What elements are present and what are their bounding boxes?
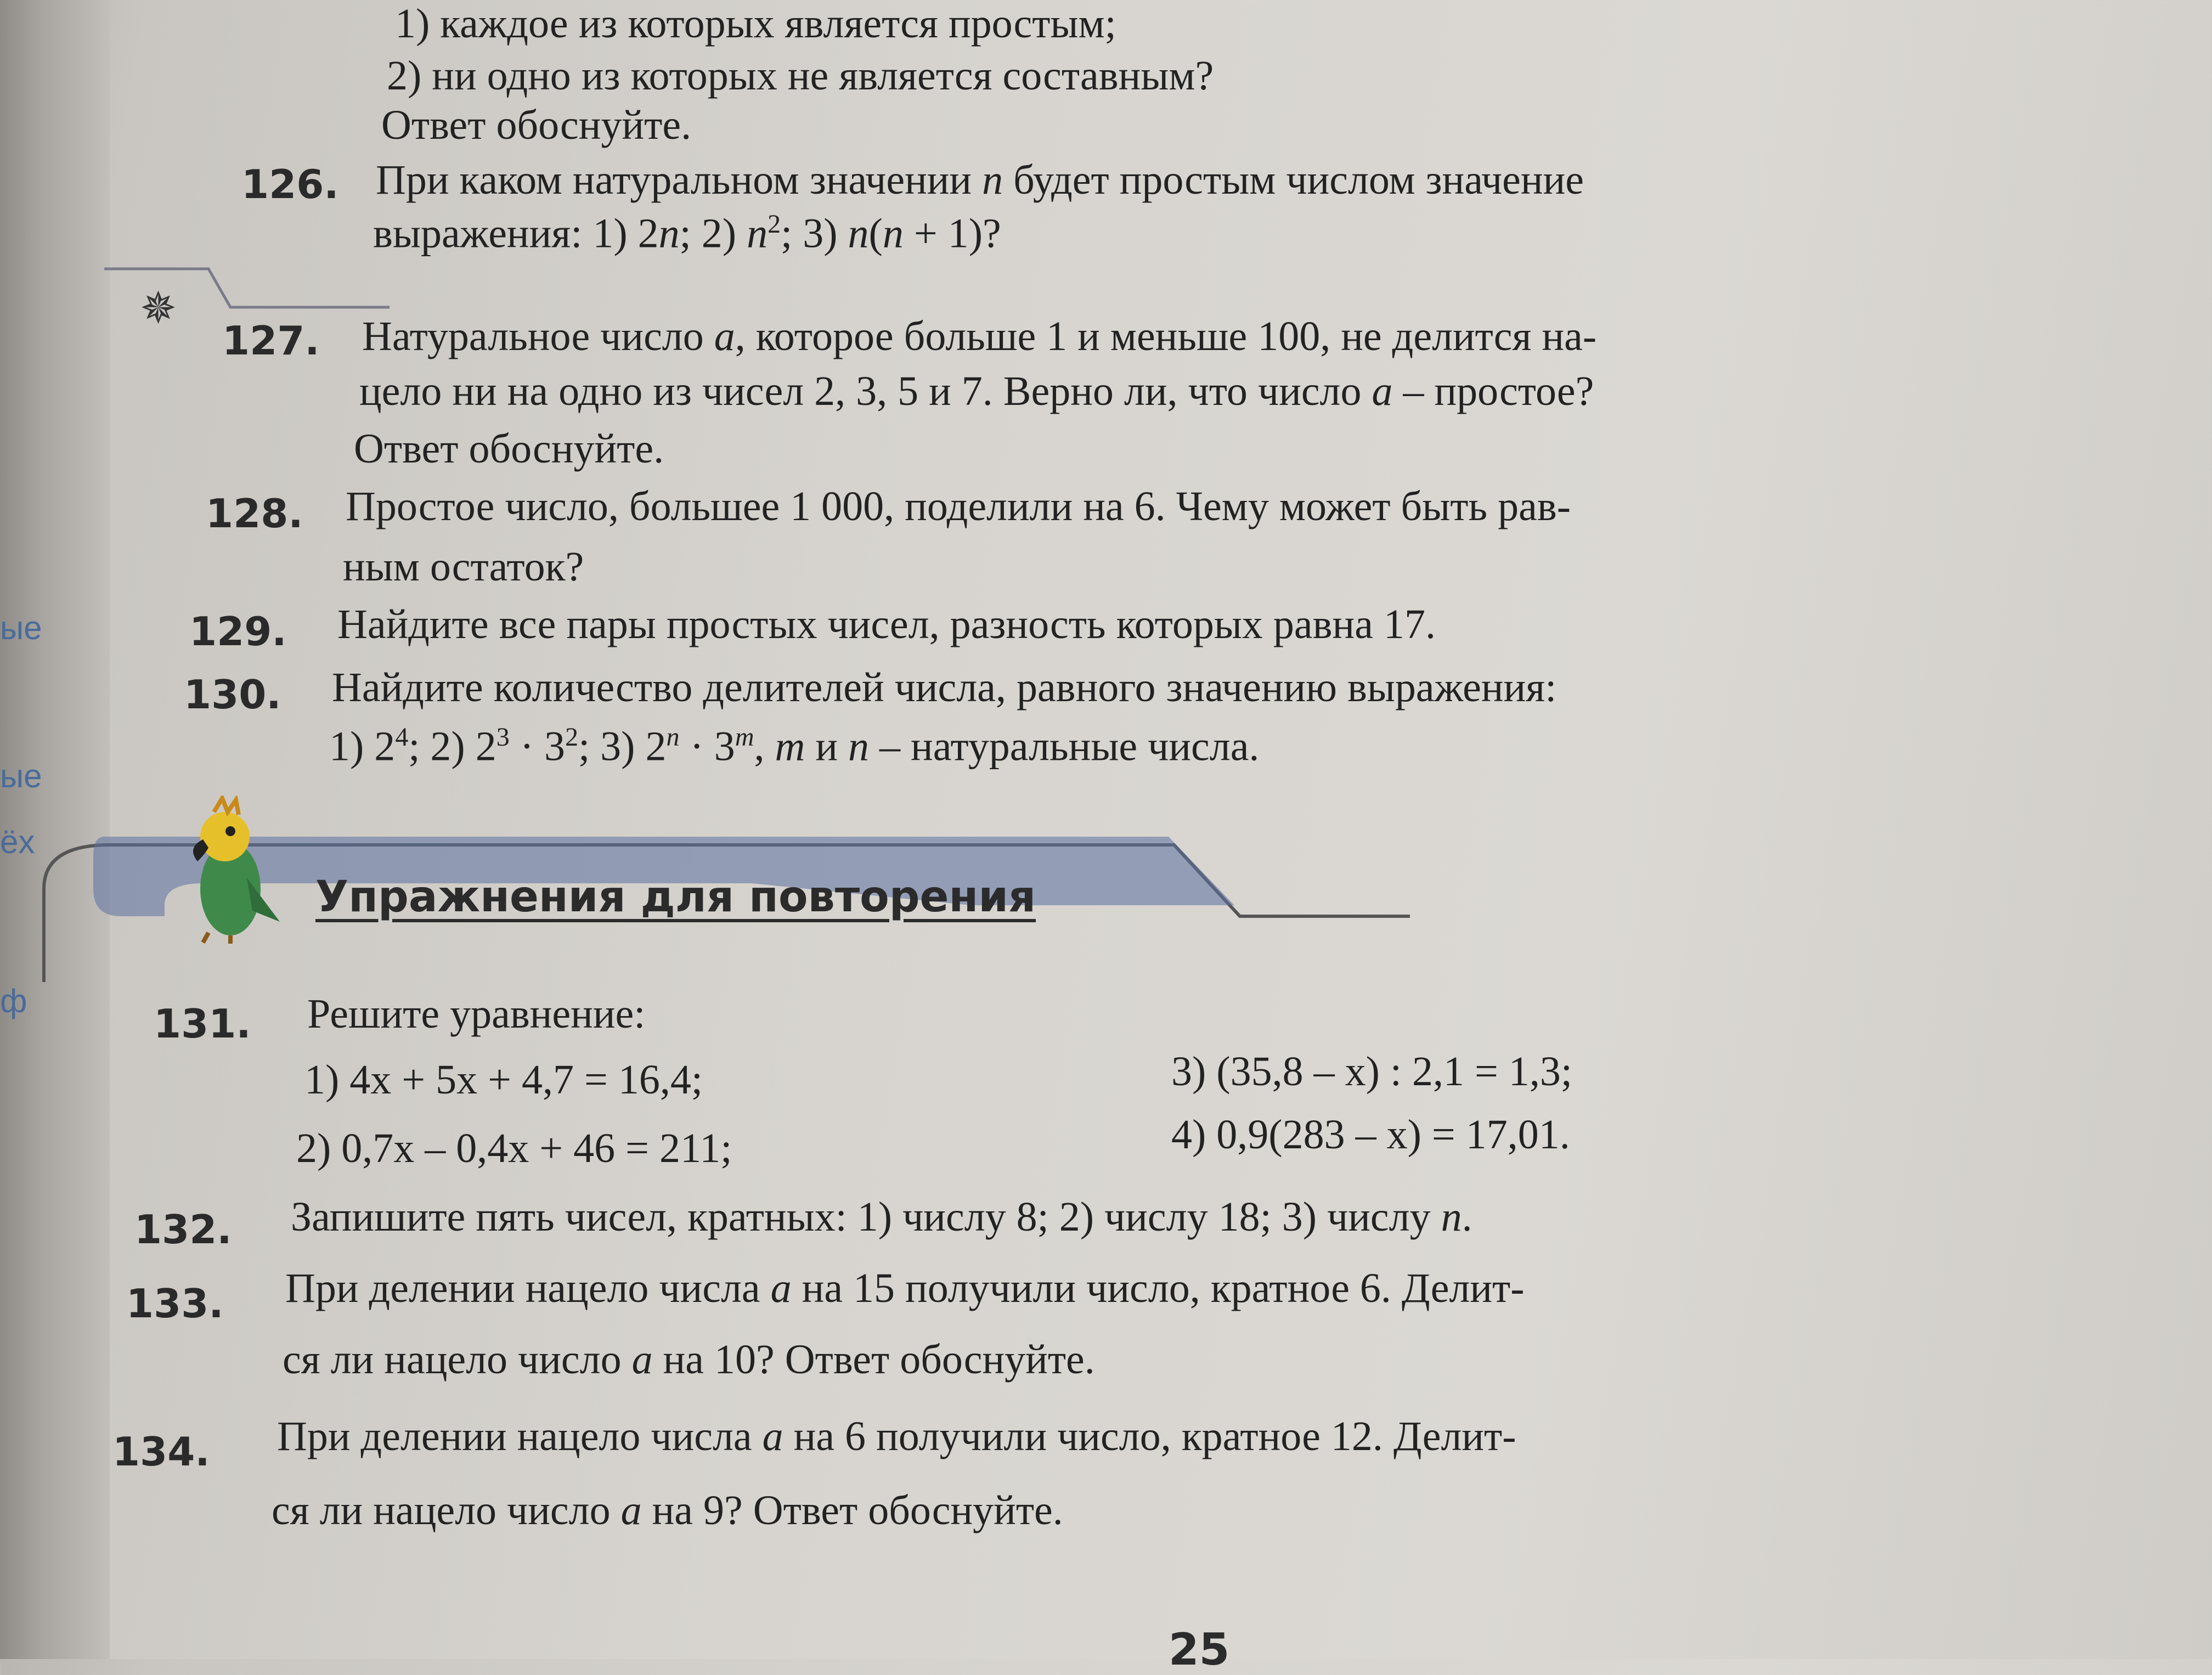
- exercise-number: 129.: [189, 608, 287, 655]
- exercise-text: ся ли нацело число a на 10? Ответ обоснуйте.: [283, 1336, 1095, 1383]
- exercise-text: При делении нацело числа a на 6 получили число, кратное 12. Делит-: [277, 1413, 1516, 1459]
- exercise-number: 127.: [222, 318, 320, 364]
- exercise-number: 132.: [134, 1206, 232, 1253]
- equation: 4) 0,9(283 – x) = 17,01.: [1171, 1112, 1570, 1158]
- exercise-text: Запишите пять чисел, кратных: 1) числу 8; 2) числу 18; 3) числу n.: [291, 1194, 1472, 1240]
- text-line: 2) ни одно из которых не является составным?: [387, 53, 1214, 99]
- exercise-text: При каком натуральном значении n будет простым числом значение: [376, 157, 1584, 203]
- equation: 2) 0,7x – 0,4x + 46 = 211;: [296, 1125, 732, 1171]
- equation: 1) 4x + 5x + 4,7 = 16,4;: [304, 1057, 703, 1103]
- exercise-number: 134.: [112, 1429, 210, 1475]
- exercise-text: Натуральное число a, которое больше 1 и меньше 100, не делится на-: [362, 313, 1597, 359]
- exercise-number: 131.: [154, 1001, 251, 1047]
- side-fragment: ые: [0, 758, 42, 794]
- side-fragment: ф: [0, 983, 27, 1019]
- exercise-text: Решите уравнение:: [307, 991, 646, 1037]
- exercise-text: ся ли нацело число a на 9? Ответ обоснуйте.: [272, 1487, 1063, 1533]
- section-heading: Упражнения для повторения: [315, 872, 1036, 922]
- equation: 3) (35,8 – x) : 2,1 = 1,3;: [1171, 1048, 1573, 1095]
- exercise-number: 128.: [206, 490, 303, 537]
- text-line: 1) каждое из которых является простым;: [395, 1, 1116, 47]
- exercise-text: цело ни на одно из чисел 2, 3, 5 и 7. Верно ли, что число a – простое?: [359, 368, 1594, 414]
- exercise-number: 130.: [184, 672, 281, 718]
- exercise-text: 1) $2^4$; 2) $2^3 \cdot 3^2$; 3) $2^n \cdot 3^m$, m и n – натуральные числа.: [329, 723, 1260, 770]
- side-fragment: ёх: [0, 824, 35, 860]
- exercise-text: выражения: 1) 2n; 2) $n^2$; 3) n(n + 1)?: [373, 210, 1001, 257]
- parrot-icon: [165, 796, 291, 944]
- side-fragment: ые: [0, 610, 42, 646]
- exercise-number: 126.: [241, 161, 339, 207]
- exercise-number: 133.: [126, 1281, 224, 1327]
- exercise-text: Найдите количество делителей числа, равного значению выражения:: [332, 664, 1557, 710]
- exercise-text: ным остаток?: [343, 544, 584, 590]
- page-number: 25: [1169, 1624, 1230, 1675]
- star-icon: ✵: [140, 283, 177, 334]
- exercise-text: Простое число, большее 1 000, поделили на 6. Чему может быть рав-: [346, 483, 1571, 529]
- exercise-text: При делении нацело числа a на 15 получили число, кратное 6. Делит-: [285, 1265, 1525, 1311]
- exercise-text: Найдите все пары простых чисел, разность которых равна 17.: [337, 601, 1436, 647]
- text-line: Ответ обоснуйте.: [381, 102, 692, 148]
- exercise-text: Ответ обоснуйте.: [354, 426, 664, 472]
